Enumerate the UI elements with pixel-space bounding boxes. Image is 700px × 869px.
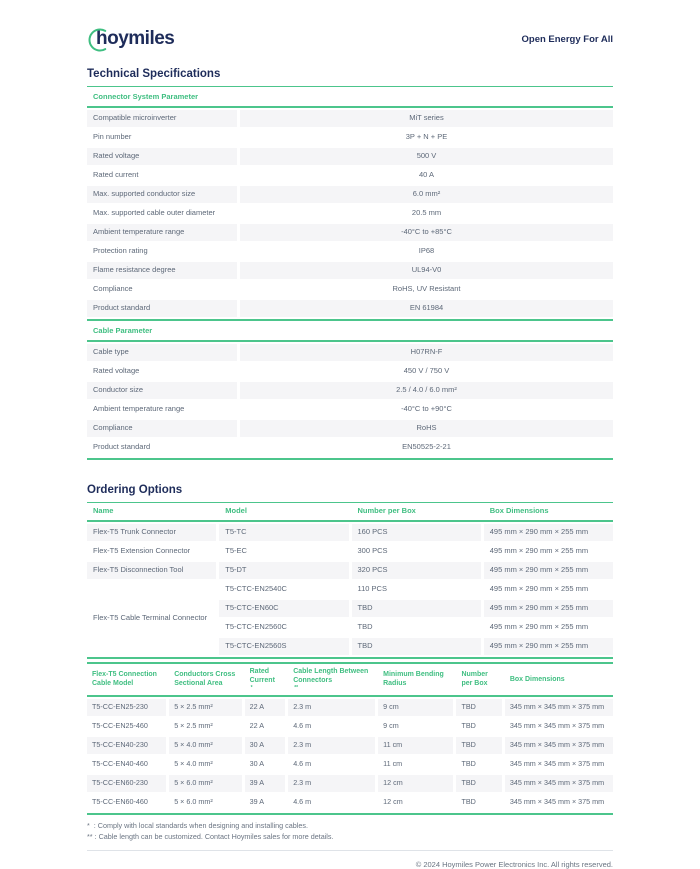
ordering-options-section [87, 484, 613, 842]
table-cell: 345 mm × 345 mm × 375 mm [505, 756, 613, 773]
table-cell: TBD [456, 737, 501, 754]
divider [87, 813, 613, 815]
logo-text: hoymiles [96, 28, 175, 49]
table-cell: TBD [456, 718, 501, 735]
spec-label: Conductor size [87, 382, 237, 399]
table-cell: TBD [456, 699, 501, 716]
table-row [87, 737, 613, 754]
column-header [169, 664, 241, 695]
spec-row [87, 439, 613, 456]
table-cell: 5 × 6.0 mm² [169, 775, 241, 792]
table-cell: 2.3 m [288, 737, 375, 754]
table-cell: 9 cm [378, 699, 453, 716]
table-cell: 22 A [245, 699, 286, 716]
table-cell: 345 mm × 345 mm × 375 mm [505, 775, 613, 792]
column-header: Box Dimensions [484, 503, 613, 520]
spec-row [87, 167, 613, 184]
table-cell: 495 mm × 290 mm × 255 mm [484, 581, 613, 598]
table-cell: 345 mm × 345 mm × 375 mm [505, 699, 613, 716]
column-header [456, 664, 501, 695]
spec-label: Protection rating [87, 243, 237, 260]
table-cell: 5 × 6.0 mm² [169, 794, 241, 811]
table-row [87, 699, 613, 716]
table-cell: TBD [456, 794, 501, 811]
column-header: Number per Box [352, 503, 481, 520]
column-header-label: Box Dimensions [509, 675, 565, 683]
spec-group-title: Cable Parameter [87, 321, 613, 342]
table-cell: 11 cm [378, 737, 453, 754]
table-cell: 2.3 m [288, 699, 375, 716]
table-cell: 495 mm × 290 mm × 255 mm [484, 638, 613, 655]
table-cell: TBD [456, 756, 501, 773]
table-cell: T5-CC-EN60-460 [87, 794, 166, 811]
column-header [87, 664, 166, 695]
table-cell: T5-CC-EN40-230 [87, 737, 166, 754]
spec-value: RoHS [240, 420, 613, 437]
table-cell: 4.6 m [288, 718, 375, 735]
table-cell: 9 cm [378, 718, 453, 735]
spec-value: 40 A [240, 167, 613, 184]
spec-value: H07RN-F [240, 344, 613, 361]
spec-label: Ambient temperature range [87, 224, 237, 241]
table-row [87, 775, 613, 792]
spec-label: Cable type [87, 344, 237, 361]
table-cell: 5 × 2.5 mm² [169, 718, 241, 735]
table-cell: 5 × 4.0 mm² [169, 737, 241, 754]
column-header [245, 664, 286, 695]
table-cell: 495 mm × 290 mm × 255 mm [484, 619, 613, 636]
spec-value: EN50525-2-21 [240, 439, 613, 456]
spec-label: Compatible microinverter [87, 110, 237, 127]
copyright-text: © 2024 Hoymiles Power Electronics Inc. All rights reserved. [415, 860, 613, 869]
spec-group-title: Connector System Parameter [87, 87, 613, 108]
ordering-table-body [87, 524, 613, 579]
group-sub-rows [219, 581, 613, 655]
table-cell: T5-DT [219, 562, 348, 579]
table-cell: 495 mm × 290 mm × 255 mm [484, 543, 613, 560]
table-cell: 110 PCS [352, 581, 481, 598]
spec-label: Max. supported conductor size [87, 186, 237, 203]
group-name-cell: Flex-T5 Cable Terminal Connector [87, 581, 216, 655]
table-cell: TBD [352, 619, 481, 636]
footnotes [87, 820, 613, 842]
spec-label: Max. supported cable outer diameter [87, 205, 237, 222]
spec-value: 20.5 mm [240, 205, 613, 222]
table-cell: 5 × 4.0 mm² [169, 756, 241, 773]
column-header-label: Cable Length Between Connectors [293, 668, 369, 685]
technical-spec-table [87, 87, 613, 460]
spec-value: -40°C to +85°C [240, 224, 613, 241]
table-cell: 4.6 m [288, 756, 375, 773]
column-header-label: Number per Box [461, 671, 488, 688]
spec-value: 6.0 mm² [240, 186, 613, 203]
spec-label: Ambient temperature range [87, 401, 237, 418]
spec-row [87, 148, 613, 165]
table-row [87, 718, 613, 735]
page-header [87, 26, 613, 56]
logo-arc-icon [87, 27, 113, 53]
spec-row [87, 262, 613, 279]
table-cell: 12 cm [378, 794, 453, 811]
table-cell: T5-CTC-EN60C [219, 600, 348, 617]
slogan-text: Open Energy For All [521, 34, 613, 45]
spec-value: MiT series [240, 110, 613, 127]
divider [87, 657, 613, 659]
table-cell: 495 mm × 290 mm × 255 mm [484, 524, 613, 541]
spec-label: Rated current [87, 167, 237, 184]
column-header [288, 664, 375, 695]
table-cell: 4.6 m [288, 794, 375, 811]
table-row [219, 619, 613, 636]
spec-row [87, 129, 613, 146]
spec-value: IP68 [240, 243, 613, 260]
table-cell: 11 cm [378, 756, 453, 773]
ordering-options-title: Ordering Options [87, 484, 613, 503]
column-header [378, 664, 453, 695]
cable-table-header-row [87, 664, 613, 697]
footnote-mark: ** [294, 685, 299, 692]
column-header: Name [87, 503, 216, 520]
table-cell: TBD [352, 600, 481, 617]
spec-row [87, 186, 613, 203]
footnote: * : Comply with local standards when designing and installing cables. [87, 820, 308, 830]
table-cell: TBD [352, 638, 481, 655]
table-cell: T5-CC-EN40-460 [87, 756, 166, 773]
table-cell: T5-CTC-EN2540C [219, 581, 348, 598]
technical-specifications-section [87, 68, 613, 460]
table-row [87, 524, 613, 541]
spec-label: Compliance [87, 420, 237, 437]
spec-value: 3P + N + PE [240, 129, 613, 146]
table-cell: 2.3 m [288, 775, 375, 792]
footer-divider [87, 850, 613, 851]
spec-label: Product standard [87, 439, 237, 456]
spec-row [87, 382, 613, 399]
table-cell: 12 cm [378, 775, 453, 792]
spec-value: 500 V [240, 148, 613, 165]
technical-specifications-title: Technical Specifications [87, 68, 613, 87]
spec-label: Compliance [87, 281, 237, 298]
table-cell: 30 A [245, 756, 286, 773]
table-cell: T5-TC [219, 524, 348, 541]
column-header-label: Minimum Bending Radius [383, 671, 444, 688]
spec-value: 2.5 / 4.0 / 6.0 mm² [240, 382, 613, 399]
table-cell: Flex-T5 Extension Connector [87, 543, 216, 560]
table-cell: T5-CTC-EN2560C [219, 619, 348, 636]
table-cell: TBD [456, 775, 501, 792]
spec-label: Rated voltage [87, 148, 237, 165]
spec-row [87, 281, 613, 298]
table-row [87, 543, 613, 560]
connection-cable-table [87, 662, 613, 815]
table-cell: 39 A [245, 775, 286, 792]
spec-value: UL94-V0 [240, 262, 613, 279]
table-cell: 160 PCS [352, 524, 481, 541]
table-cell: 320 PCS [352, 562, 481, 579]
spec-value: -40°C to +90°C [240, 401, 613, 418]
table-cell: 39 A [245, 794, 286, 811]
column-header: Model [219, 503, 348, 520]
table-row [219, 581, 613, 598]
spec-label: Rated voltage [87, 363, 237, 380]
table-cell: 495 mm × 290 mm × 255 mm [484, 562, 613, 579]
hoymiles-logo [87, 26, 174, 52]
table-cell: Flex-T5 Disconnection Tool [87, 562, 216, 579]
spec-label: Pin number [87, 129, 237, 146]
spec-label: Flame resistance degree [87, 262, 237, 279]
column-header-label: Rated Current [249, 668, 275, 685]
spec-value: 450 V / 750 V [240, 363, 613, 380]
table-row [87, 794, 613, 811]
ordering-table-group-row [87, 581, 613, 655]
spec-group [87, 321, 613, 460]
spec-row [87, 363, 613, 380]
cable-table-body [87, 699, 613, 811]
spec-row [87, 110, 613, 127]
spec-label: Product standard [87, 300, 237, 317]
column-header [505, 664, 613, 695]
table-cell: T5-CC-EN60-230 [87, 775, 166, 792]
table-cell: 5 × 2.5 mm² [169, 699, 241, 716]
footnote: ** : Cable length can be customized. Contact Hoymiles sales for more details. [87, 831, 334, 841]
spec-value: EN 61984 [240, 300, 613, 317]
table-cell: T5-EC [219, 543, 348, 560]
spec-row [87, 300, 613, 317]
table-row [87, 562, 613, 579]
table-row [219, 638, 613, 655]
spec-row [87, 344, 613, 361]
spec-row [87, 205, 613, 222]
table-cell: T5-CC-EN25-460 [87, 718, 166, 735]
spec-row [87, 420, 613, 437]
column-header-label: Flex-T5 Connection Cable Model [92, 671, 157, 688]
table-cell: 345 mm × 345 mm × 375 mm [505, 737, 613, 754]
table-cell: 345 mm × 345 mm × 375 mm [505, 794, 613, 811]
table-cell: 300 PCS [352, 543, 481, 560]
table-cell: Flex-T5 Trunk Connector [87, 524, 216, 541]
table-cell: T5-CC-EN25-230 [87, 699, 166, 716]
ordering-table-header-row [87, 503, 613, 522]
table-cell: 30 A [245, 737, 286, 754]
spec-row [87, 243, 613, 260]
spec-group [87, 87, 613, 321]
table-cell: T5-CTC-EN2560S [219, 638, 348, 655]
spec-row [87, 401, 613, 418]
table-row [87, 756, 613, 773]
table-cell: 22 A [245, 718, 286, 735]
table-cell: 345 mm × 345 mm × 375 mm [505, 718, 613, 735]
spec-value: RoHS, UV Resistant [240, 281, 613, 298]
footnote-mark: * [250, 685, 253, 692]
table-row [219, 600, 613, 617]
table-cell: 495 mm × 290 mm × 255 mm [484, 600, 613, 617]
column-header-label: Conductors Cross Sectional Area [174, 671, 236, 688]
spec-row [87, 224, 613, 241]
